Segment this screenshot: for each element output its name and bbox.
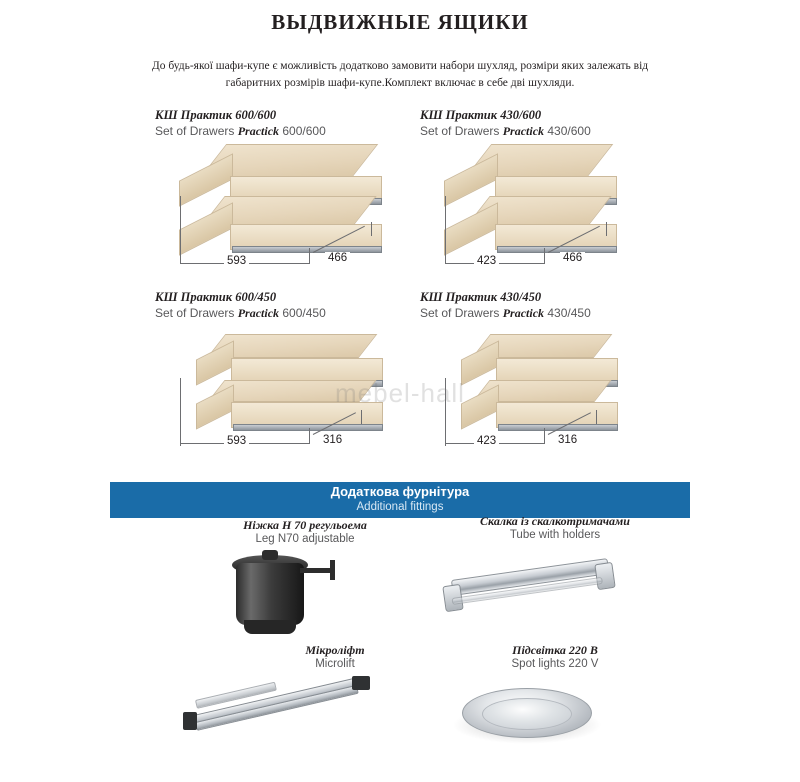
drawer-block-1 (155, 108, 326, 139)
fitting-name-en: Tube with holders (509, 529, 601, 541)
drawer-label-ua: КШ Практик 430/450 (420, 290, 542, 304)
dim-tick (596, 410, 597, 424)
dim-tick (309, 248, 310, 264)
fitting-caption-leg (180, 518, 430, 545)
fitting-name-ua: Скалка із скалкотримачами (480, 514, 630, 528)
page-title: ВЫДВИЖНЫЕ ЯЩИКИ (271, 10, 529, 34)
banner-title-ua: Додаткова фурнітура (330, 484, 470, 499)
drawer-label-ua: КШ Практик 600/450 (155, 290, 277, 304)
watermark: mebel-hall (335, 378, 465, 408)
dim-tick (180, 196, 181, 264)
drawer-block-4 (420, 290, 591, 321)
fitting-caption-microlift (210, 643, 460, 670)
dim-tick (361, 410, 362, 424)
intro-paragraph: До будь-якої шафи-купе є можливість додатково замовити набори шухляд, розміри яких залежать від габаритних розмірів шафи-купе.Комплект включає в себе дві шухляди. (151, 60, 649, 89)
dim-tick (180, 378, 181, 446)
drawer-label-en-suffix: 430/450 (544, 306, 591, 320)
drawer-label-en-suffix: 600/450 (279, 306, 326, 320)
fitting-caption-tube (430, 514, 680, 541)
drawer-label-en-prefix: Set of Drawers (155, 306, 238, 320)
dim-width-4: 423 (474, 435, 499, 447)
fitting-name-ua: Ніжка Н 70 регульоема (243, 518, 367, 532)
dim-tick (445, 378, 446, 446)
drawer-label-en-prefix: Set of Drawers (420, 124, 503, 138)
dim-depth-2: 466 (560, 252, 585, 264)
dim-tick (445, 196, 446, 264)
dim-tick (544, 248, 545, 264)
fitting-caption-spotlight (430, 643, 680, 670)
dim-depth-4: 316 (555, 434, 580, 446)
fitting-name-en: Spot lights 220 V (511, 658, 599, 670)
drawer-label-en-brand: Practick (502, 124, 545, 138)
dim-width-2: 423 (474, 255, 499, 267)
fitting-name-ua: Мікроліфт (305, 643, 365, 657)
dim-width-3: 593 (224, 435, 249, 447)
dim-tick (544, 428, 545, 444)
drawer-label-en-brand: Practick (237, 124, 280, 138)
drawer-block-3 (155, 290, 326, 321)
drawer-label-ua: КШ Практик 600/600 (155, 108, 277, 122)
drawer-label-ua: КШ Практик 430/600 (420, 108, 542, 122)
fitting-name-en: Microlift (315, 658, 355, 670)
fitting-name-en: Leg N70 adjustable (255, 533, 355, 545)
drawer-label-en-suffix: 600/600 (279, 124, 326, 138)
dim-depth-1: 466 (325, 252, 350, 264)
drawer-label-en (155, 124, 326, 139)
fitting-name-ua: Підсвітка 220 В (512, 643, 598, 657)
drawer-label-en-prefix: Set of Drawers (420, 306, 503, 320)
drawer-label-en-brand: Practick (502, 306, 545, 320)
dim-tick (309, 428, 310, 444)
dim-tick (371, 222, 372, 236)
drawer-label-en-prefix: Set of Drawers (155, 124, 238, 138)
drawer-label-en (420, 124, 591, 139)
drawer-label-en-suffix: 430/600 (544, 124, 591, 138)
banner-title-en: Additional fittings (356, 501, 444, 513)
dim-tick (606, 222, 607, 236)
drawer-block-2 (420, 108, 591, 139)
drawer-label-en-brand: Practick (237, 306, 280, 320)
dim-depth-3: 316 (320, 434, 345, 446)
dim-width-1: 593 (224, 255, 249, 267)
drawer-label-en (155, 306, 326, 321)
additional-fittings-banner (110, 482, 690, 516)
drawer-label-en (420, 306, 591, 321)
